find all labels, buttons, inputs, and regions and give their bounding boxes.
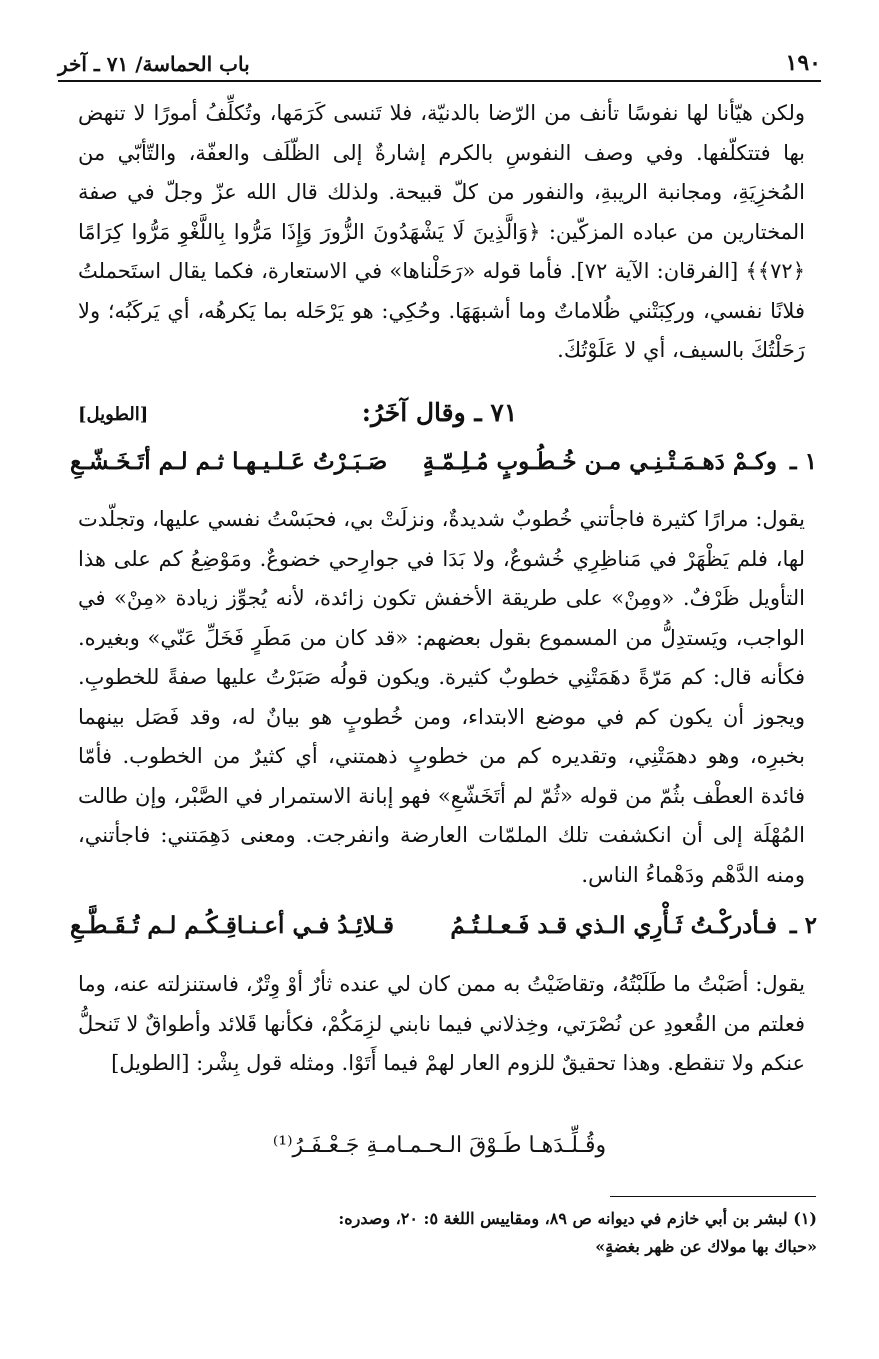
verse-1 bbox=[60, 448, 817, 494]
first-hemistich: فـأدركْـتُ ثَـأْرِي الـذي قـد فَـعـلـتُـمُ bbox=[450, 912, 777, 939]
commentary-verse-2: يقول: أصَبْتُ ما طَلَبْتُهُ، وتقاضَيْتُ به ممن كان لي عنده ثأرٌ أوْ وِتْرٌ، فاستنزلته عنه، وما فعلتم من القُعودِ عن نُصْرَتي، وخِذلاني فيما نابني لزِمَكُمْ، فكأنها قَلائد وأطواقٌ لا تَنحلُّ عنكم ولا تنقطع. وهذا تحقيقٌ للزوم العار لهمْ فيما أَتَوْا. ومثله قول بِشْر: [الطويل] bbox=[78, 972, 805, 1075]
second-hemistich: صَـبَـرْتُ عَـلـيـهـا ثـم لـم أتَـخَـشّـعِ bbox=[70, 448, 388, 475]
page-number: ١٩٠ bbox=[785, 50, 821, 76]
commentary-before: ولكن هيّأنا لها نفوسًا تأنف من الرّضا بالدنيّة، فلا تَنسى كَرَمَها، وتُكلِّفُ أمورًا لا تنهض بها فتتكلّفها. وفي وصف النفوسِ بالكرم إشارةٌ إلى الظّلَف والعفّة، والتّأبّي من المُخزِيَةِ، ومجانبة الريبةِ، والنفور من كلّ قبيحة. ولذلك قال الله عزّ وجلّ في صفة المختارين من عباده المزكّين: ﴿وَالَّذِينَ لَا يَشْهَدُونَ الزُّورَ وَإِذَا مَرُّوا بِاللَّغْوِ مَرُّوا كِرَامًا ﴿٧٢﴾﴾ [الفرقان: الآية ٧٢]. فأما قوله «رَحَلْناها» في الاستعارة، فكما يقال استَحملتُ فلانًا نفسي، وركِبَتْني ظُلاماتٌ وما أشبهَهَا. وحُكِي: هو يَرْحَله بما يَكرهُه، أي يَركَبُه؛ ولا رَحَلْتُكَ بالسيف، أي لا عَلَوْتُكَ. bbox=[78, 101, 805, 362]
page-header bbox=[58, 42, 821, 76]
footnote-line-1: (١) لبشر بن أبي خازم في ديوانه ص ٨٩، ومقاييس اللغة ٥: ٢٠، وصدره: bbox=[338, 1209, 817, 1228]
poem-meter: [الطويل] bbox=[78, 404, 149, 425]
first-hemistich: وكـمْ دَهـمَـتْـنِـي مـن خُـطُـوبٍ مُـلِـمّـةٍ bbox=[422, 448, 777, 475]
verse-number: ٢ ـ bbox=[789, 912, 817, 939]
verse-2 bbox=[60, 912, 817, 958]
poem-heading bbox=[62, 398, 817, 438]
running-title: باب الحماسة/ ٧١ ـ آخر bbox=[58, 52, 250, 76]
poem-title: ٧١ ـ وقال آخَرُ: bbox=[361, 398, 518, 427]
verse-number: ١ ـ bbox=[789, 448, 817, 475]
footnote-rule bbox=[610, 1196, 816, 1197]
footnote-line-2: «حباك بها مولاك عن ظهر بغضةٍ» bbox=[595, 1237, 817, 1256]
quoted-hemistich: وقُـلِّـدَهـا طَـوْقَ الـحـمـامـةِ جَـعْـفَـرُ⁽¹⁾ bbox=[272, 1133, 607, 1158]
second-hemistich: قـلائِـدُ فـي أعـنـاقِـكُـم لـم تُـقَـطَّـعِ bbox=[70, 912, 395, 939]
header-rule bbox=[58, 80, 821, 82]
footnote bbox=[80, 1205, 817, 1261]
commentary-verse-1: يقول: مرارًا كثيرة فاجأتني خُطوبٌ شديدةٌ، ونزلَتْ بي، فحبَسْتُ نفسي عليها، وتجلّدت لها، فلم يَظْهَرْ في مَناظِرِي خُشوعٌ، ولا بَدَا في جوارِحي خضوعٌ. ومَوْضِعُ كم على هذا التأويل ظَرْفٌ. «ومِنْ» على طريقة الأخفش تكون زائدة، لأنه يُجوِّز زيادة «مِنْ» في الواجب، ويَستدِلُّ من المسموع بقول بعضهم: «قد كان من مَطَرٍ فَخَلِّ عَنّي» وبغيره. فكأنه قال: كم مَرّةً دهَمَتْنِي خطوبٌ كثيرة. ويكون قولُه صَبَرْتُ عليها صفةً للخطوبِ. ويجوز أن يكون كم في موضع الابتداء، ومن خُطوبٍ هو بيانٌ له، وقد فَصَل بينهما بخبرِه، وهو دهمَتْنِي، وتقديره كم من خطوبٍ ذهمتني، أي كثيرٌ من الخطوب. فأمّا فائدة العطْف بثُمّ من قوله «ثُمّ لم أتَخَشّعِ» فهو إبانة الاستمرار في الصَّبْر، وإن طالت المُهْلَة إلى أن انكشفت تلك الملمّات العارضة وانفرجت. ومعنى دَهِمَتني: فاجأتني، ومنه الدَّهْم ودَهْماءُ الناس. bbox=[78, 507, 805, 887]
